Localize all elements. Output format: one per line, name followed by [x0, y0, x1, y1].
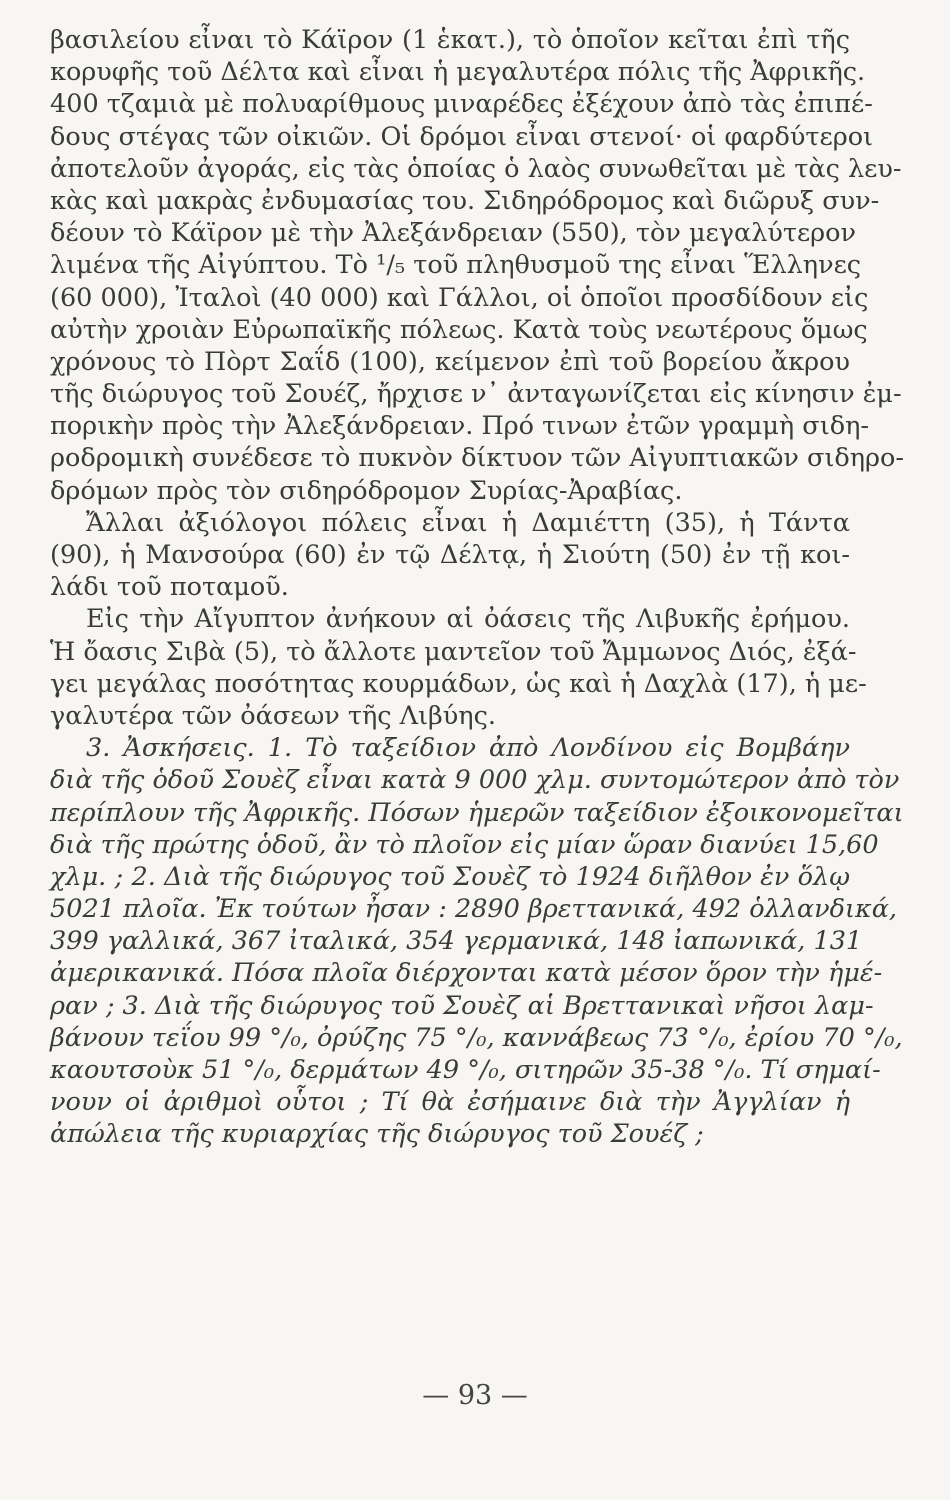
text-line: 400 τζαμιὰ μὲ πολυαρίθμους μιναρέδες ἐξέχουν ἀπὸ τὰς ἐπιπέ-: [50, 89, 873, 120]
exercises-section: [50, 732, 904, 1150]
text-line: βασιλείου εἶναι τὸ Κάϊρον (1 ἑκατ.), τὸ ὁποῖον κεῖται ἐπὶ τῆς: [50, 25, 850, 55]
text-line: λάδι τοῦ ποταμοῦ.: [50, 572, 289, 603]
exercise-line: διὰ τῆς ὁδοῦ Σουὲζ εἶναι κατὰ 9 000 χλμ. συντομώτερον ἀπὸ τὸν: [50, 765, 900, 796]
exercise-line: καουτσοὺκ 51 °/₀, δερμάτων 49 °/₀, σιτηρῶν 35-38 °/₀. Τί σημαί-: [50, 1055, 881, 1085]
paragraph-other-cities: [50, 507, 850, 604]
text-line: λιμένα τῆς Αἰγύπτου. Τὸ ¹/₅ τοῦ πληθυσμοῦ της εἶναι Ἕλληνες: [50, 250, 862, 281]
text-line: χρόνους τὸ Πὸρτ Σαΐδ (100), κείμενον ἐπὶ τοῦ βορείου ἄκρου: [50, 346, 850, 377]
text-line: τῆς διώρυγος τοῦ Σουέζ, ἤρχισε ν᾿ ἀνταγωνίζεται εἰς κίνησιν ἐμ-: [50, 379, 902, 410]
text-line: κορυφῆς τοῦ Δέλτα καὶ εἶναι ἡ μεγαλυτέρα πόλις τῆς Ἀφρικῆς.: [50, 57, 866, 88]
exercise-line: βάνουν τεΐου 99 °/₀, ὀρύζης 75 °/₀, καννάβεως 73 °/₀, ἐρίου 70 °/₀,: [50, 1022, 903, 1053]
text-line: δους στέγας τῶν οἰκιῶν. Οἱ δρόμοι εἶναι στενοί· οἱ φαρδύτεροι: [50, 121, 874, 152]
exercise-line: 399 γαλλικά, 367 ἰταλικά, 354 γερμανικά, 148 ἰαπωνικά, 131: [50, 926, 863, 957]
text-line: δρόμων πρὸς τὸν σιδηρόδρομον Συρίας-Ἀραβίας.: [50, 475, 683, 506]
paragraph-oases: [50, 603, 867, 732]
text-line: ροδρομικὴ συνέδεσε τὸ πυκνὸν δίκτυον τῶν Αἰγυπτιακῶν σιδηρο-: [50, 443, 905, 474]
text-line: (90), ἡ Μανσούρα (60) ἐν τῷ Δέλτᾳ, ἡ Σιούτη (50) ἐν τῇ κοι-: [50, 540, 850, 570]
text-line: Ἡ ὄασις Σιβὰ (5), τὸ ἄλλοτε μαντεῖον τοῦ Ἄμμωνος Διός, ἐξά-: [50, 636, 857, 667]
text-line: γαλυτέρα τῶν ὀάσεων τῆς Λιβύης.: [50, 700, 496, 731]
text-line: ἀποτελοῦν ἀγοράς, εἰς τὰς ὁποίας ὁ λαὸς συνωθεῖται μὲ τὰς λευ-: [50, 153, 902, 184]
page-number: — 93 —: [422, 1380, 528, 1411]
paragraph-cairo: [50, 24, 905, 507]
exercise-line: νουν οἱ ἀριθμοὶ οὗτοι ; Τί θὰ ἐσήμαινε διὰ τὴν Ἀγγλίαν ἡ: [50, 1087, 850, 1118]
exercise-line: ἀμερικανικά. Πόσα πλοῖα διέρχονται κατὰ μέσον ὅρον τὴν ἡμέ-: [50, 958, 883, 989]
exercise-line: διὰ τῆς πρώτης ὁδοῦ, ἂν τὸ πλοῖον εἰς μίαν ὥραν διανύει 15,60: [50, 829, 879, 860]
page-body: [50, 24, 905, 1151]
exercise-line: περίπλουν τῆς Ἀφρικῆς. Πόσων ἡμερῶν ταξείδιον ἐξοικονομεῖται: [50, 797, 904, 828]
text-line: (60 000), Ἰταλοὶ (40 000) καὶ Γάλλοι, οἱ ὁποῖοι προσδίδουν εἰς: [50, 282, 869, 313]
text-line: αὐτὴν χροιὰν Εὐρωπαϊκῆς πόλεως. Κατὰ τοὺς νεωτέρους ὅμως: [50, 314, 868, 345]
exercise-line: ραν ; 3. Διὰ τῆς διώρυγος τοῦ Σουὲζ αἱ Βρεττανικαὶ νῆσοι λαμ-: [50, 990, 874, 1021]
exercise-line: χλμ. ; 2. Διὰ τῆς διώρυγος τοῦ Σουὲζ τὸ 1924 διῆλθον ἐν ὅλῳ: [50, 861, 850, 892]
text-line: πορικὴν πρὸς τὴν Ἀλεξάνδρειαν. Πρό τινων ἐτῶν γραμμὴ σιδη-: [50, 411, 869, 442]
text-line: Ἄλλαι ἀξιόλογοι πόλεις εἶναι ἡ Δαμιέττη (35), ἡ Τάντα: [86, 507, 850, 538]
text-line: Εἰς τὴν Αἴγυπτον ἀνήκουν αἱ ὀάσεις τῆς Λιβυκῆς ἐρήμου.: [86, 604, 850, 635]
text-line: κὰς καὶ μακρὰς ἐνδυμασίας του. Σιδηρόδρομος καὶ διῶρυξ συν-: [50, 185, 880, 216]
text-line: γει μεγάλας ποσότητας κουρμάδων, ὡς καὶ ἡ Δαχλὰ (17), ἡ με-: [50, 668, 867, 699]
exercise-line: 3. Ἀσκήσεις. 1. Τὸ ταξείδιον ἀπὸ Λονδίνου εἰς Βομβάην: [86, 733, 850, 764]
exercise-line: 5021 πλοῖα. Ἐκ τούτων ἦσαν : 2890 βρεττανικά, 492 ὁλλανδικά,: [50, 894, 898, 925]
exercise-line: ἀπώλεια τῆς κυριαρχίας τῆς διώρυγος τοῦ Σουέζ ;: [50, 1119, 704, 1150]
text-line: δέουν τὸ Κάϊρον μὲ τὴν Ἀλεξάνδρειαν (550), τὸν μεγαλύτερον: [50, 218, 857, 249]
